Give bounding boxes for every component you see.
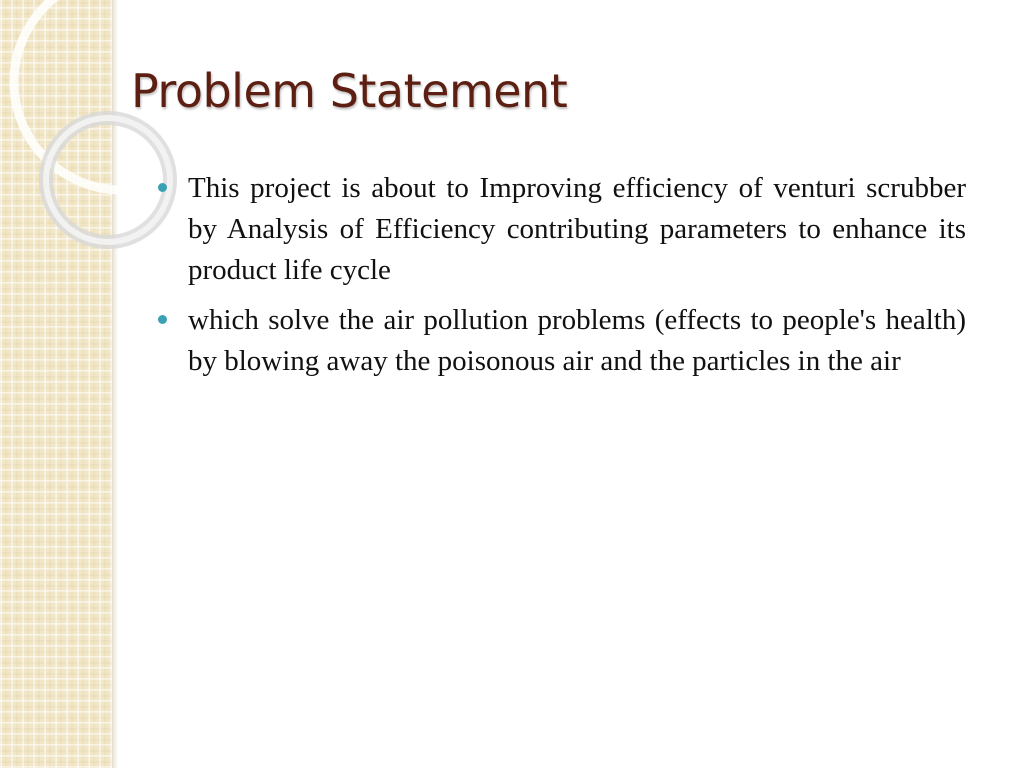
bullet-item bbox=[158, 300, 966, 382]
bullet-item bbox=[158, 168, 966, 291]
side-panel-pattern bbox=[0, 0, 112, 768]
bullet-marker-icon bbox=[158, 183, 167, 192]
side-panel-shadow bbox=[112, 0, 118, 768]
bullet-list bbox=[158, 168, 966, 391]
bullet-text: which solve the air pollution problems (effects to people's health) by blowing away the poisonous air and the particles in the air bbox=[188, 304, 966, 377]
bullet-marker-icon bbox=[158, 315, 167, 324]
slide-title: Problem Statement bbox=[131, 64, 568, 118]
bullet-text: This project is about to Improving efficiency of venturi scrubber by Analysis of Efficiency contributing parameters to enhance its product life cycle bbox=[188, 172, 966, 286]
